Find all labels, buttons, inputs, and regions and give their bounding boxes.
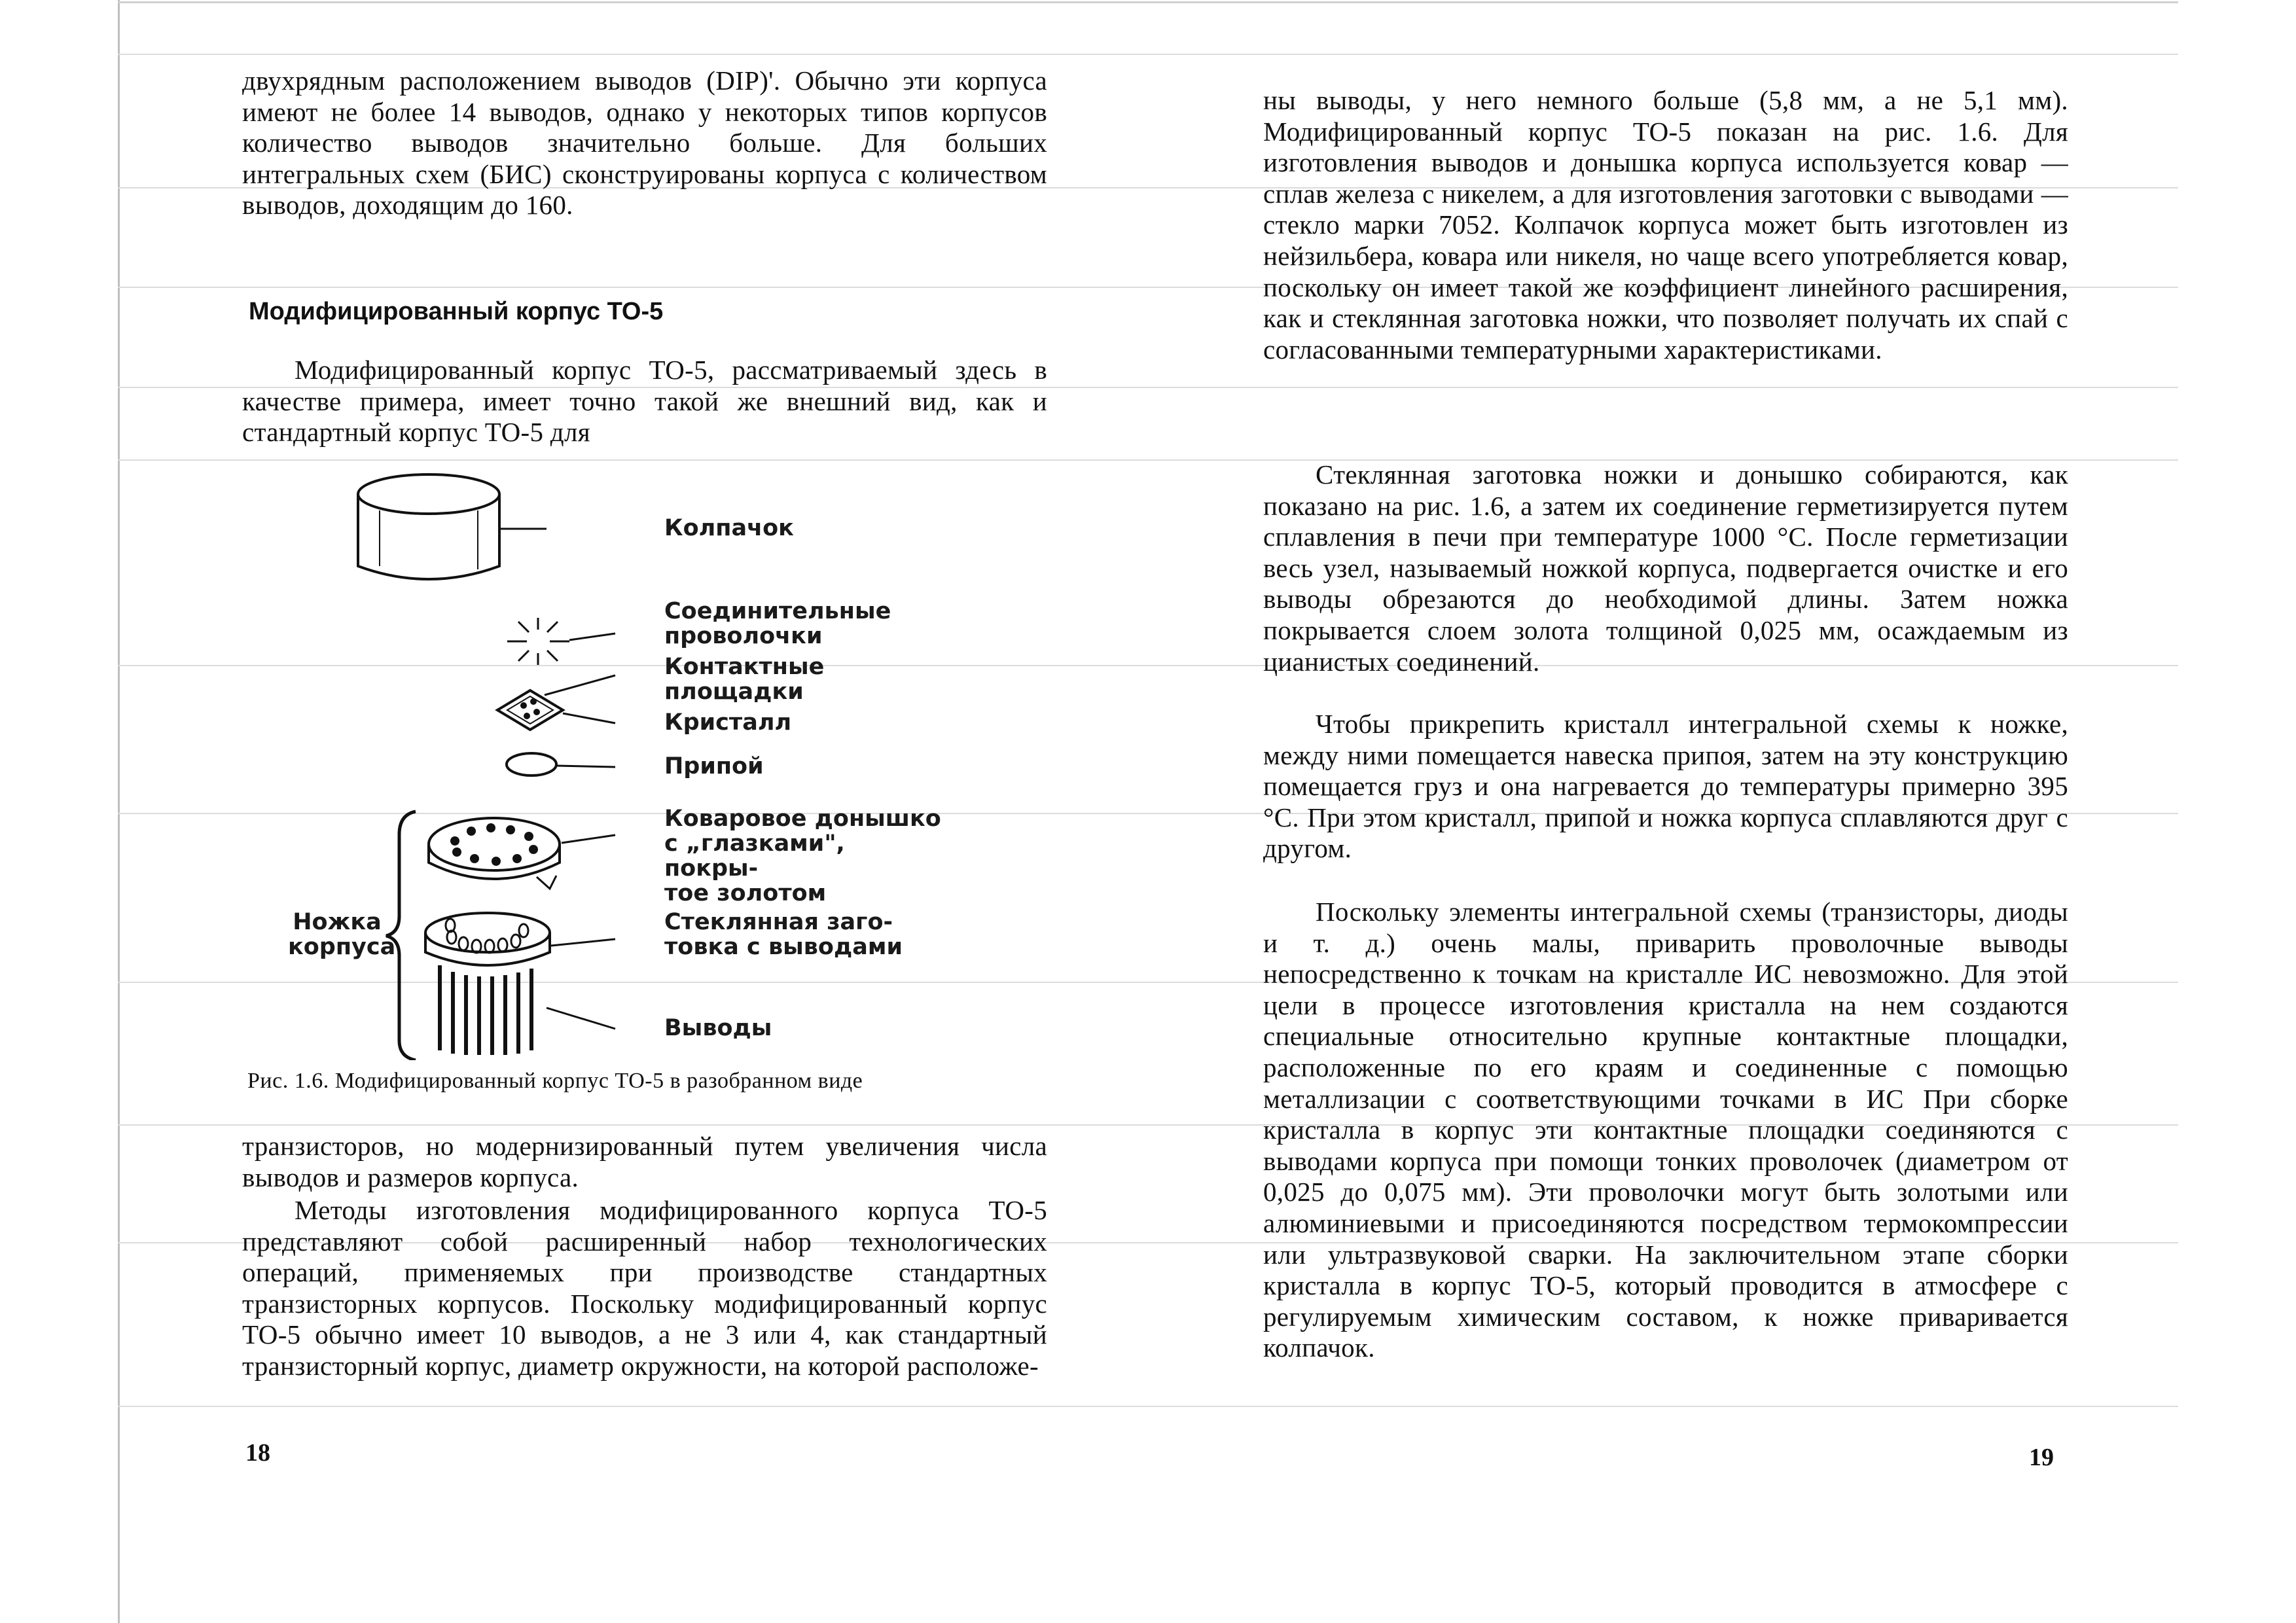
label-solder: Припой [664, 753, 764, 779]
glass-leader [551, 939, 615, 946]
lead-wires-drawing [440, 965, 531, 1055]
solder-drawing [507, 753, 556, 776]
crystal-leader [563, 713, 615, 723]
solder-leader [556, 766, 615, 767]
binding-edge-line [118, 0, 120, 1623]
page-number-right: 19 [2029, 1444, 2054, 1471]
label-glass-header: Стеклянная заго- товка с выводами [664, 909, 903, 960]
paragraph-glass-sealing: Стеклянная заготовка ножки и донышко собираются, как показано на рис. 1.6, а затем их соединение герметизируется путем сплавления в печи при температуре 1000 °С. После герметизации весь узел, называемый ножкой корпуса, подвергается очистке и его выводы обрезаются до необходимой длины. Затем ножка покрывается слоем золота толщиной 0,025 мм, осаждаемым из цианистых соединений. [1263, 459, 2068, 677]
right-page [1263, 0, 2068, 1623]
label-contact-pads: Контактные площадки [664, 654, 825, 705]
bonding-wires-drawing [507, 618, 569, 665]
page-number-left: 18 [245, 1439, 270, 1467]
paragraph-wire-bonding: Поскольку элементы интегральной схемы (транзисторы, диоды и т. д.) очень малы, приварить проволочные выводы непосредственно к точкам на кристалле ИС невозможно. Для этой цели в процессе изготовления кристалла на нем создаются специальные относительно крупные контактные площадки, расположенные по его краям и соединенные с помощью металлизации с соответствующими точками в ИС При сборке кристалла в корпус эти контактные площадки соединяются с выводами корпуса при помощи тонких проволочек (диаметром от 0,025 до 0,075 мм). Эти проволочки могут быть золотыми или алюминиевыми и присоединяются посредством термокомпрессии или ультразвуковой сварки. На заключительном этапе сборки кристалла в корпус ТО-5, который проводится в атмосфере с регулируемым химическим составом, к ножке приваривается колпачок. [1263, 897, 2068, 1363]
cap-drawing [358, 474, 499, 579]
figure-to5-exploded [288, 458, 942, 1060]
figure-drawing [288, 458, 942, 1060]
paragraph-intro: Модифицированный корпус ТО-5, рассматриваемый здесь в качестве примера, имеет точно такой же внешний вид, как и стандартный корпус ТО-5 для [242, 355, 1047, 448]
label-kovar-disc: Коваровое донышко с „глазками", покры- тое золотом [664, 806, 941, 906]
label-leads: Выводы [664, 1015, 772, 1041]
paragraph-after-figure-2: Методы изготовления модифицированного корпуса ТО-5 представляют собой расширенный набор технологических операций, применяемых при производстве стандартных транзисторных корпусов. Поскольку модифицированный корпус ТО-5 обычно имеет 10 выводов, а не 3 или 4, как стандартный транзисторный корпус, диаметр окружности, на которой расположе- [242, 1195, 1047, 1381]
glass-header-drawing [425, 913, 550, 965]
label-header-assembly: Ножка корпуса [288, 909, 396, 960]
label-bonding-wires: Соединительные проволочки [664, 598, 891, 649]
wires-leader [569, 633, 615, 640]
pads-leader [545, 675, 615, 695]
paragraph-kovar: ны выводы, у него немного больше (5,8 мм, а не 5,1 мм). Модифицированный корпус ТО-5 показан на рис. 1.6. Для изготовления выводов и донышка корпуса используется ковар — сплав железа с никелем, а для изготовления заготовки с выводами — стекло марки 7052. Колпачок корпуса может быть изготовлен из нейзильбера, ковара или никеля, но чаще всего употребляется ковар, поскольку он имеет такой же коэффициент линейного расширения, как и стеклянная заготовка ножки, что позволяет получать их спай с согласованными температурными характеристиками. [1263, 85, 2068, 365]
label-cap: Колпачок [664, 515, 794, 541]
section-heading: Модифицированный корпус ТО-5 [249, 298, 664, 325]
paragraph-solder-attach: Чтобы прикрепить кристалл интегральной схемы к ножке, между ними помещается навеска припоя, затем на эту конструкцию помещается груз и она нагревается до температуры примерно 395 °С. При этом кристалл, припой и ножка корпуса сплавляются друг с другом. [1263, 709, 2068, 864]
kovar-disc-drawing [429, 818, 560, 889]
paragraph-dip-packages: двухрядным расположением выводов (DIP)'. Обычно эти корпуса имеют не более 14 выводов, однако у некоторых типов корпусов количество выводов значительно больше. Для больших интегральных схем (БИС) сконструированы корпуса с количеством выводов, доходящим до 160. [242, 65, 1047, 221]
leads-leader [547, 1008, 615, 1029]
figure-caption: Рис. 1.6. Модифицированный корпус ТО-5 в разобранном виде [247, 1069, 863, 1093]
label-crystal: Кристалл [664, 709, 792, 736]
crystal-drawing [497, 690, 563, 730]
kovar-leader [562, 835, 615, 843]
paragraph-after-figure-1: транзисторов, но модернизированный путем увеличения числа выводов и размеров корпуса. [242, 1131, 1047, 1192]
